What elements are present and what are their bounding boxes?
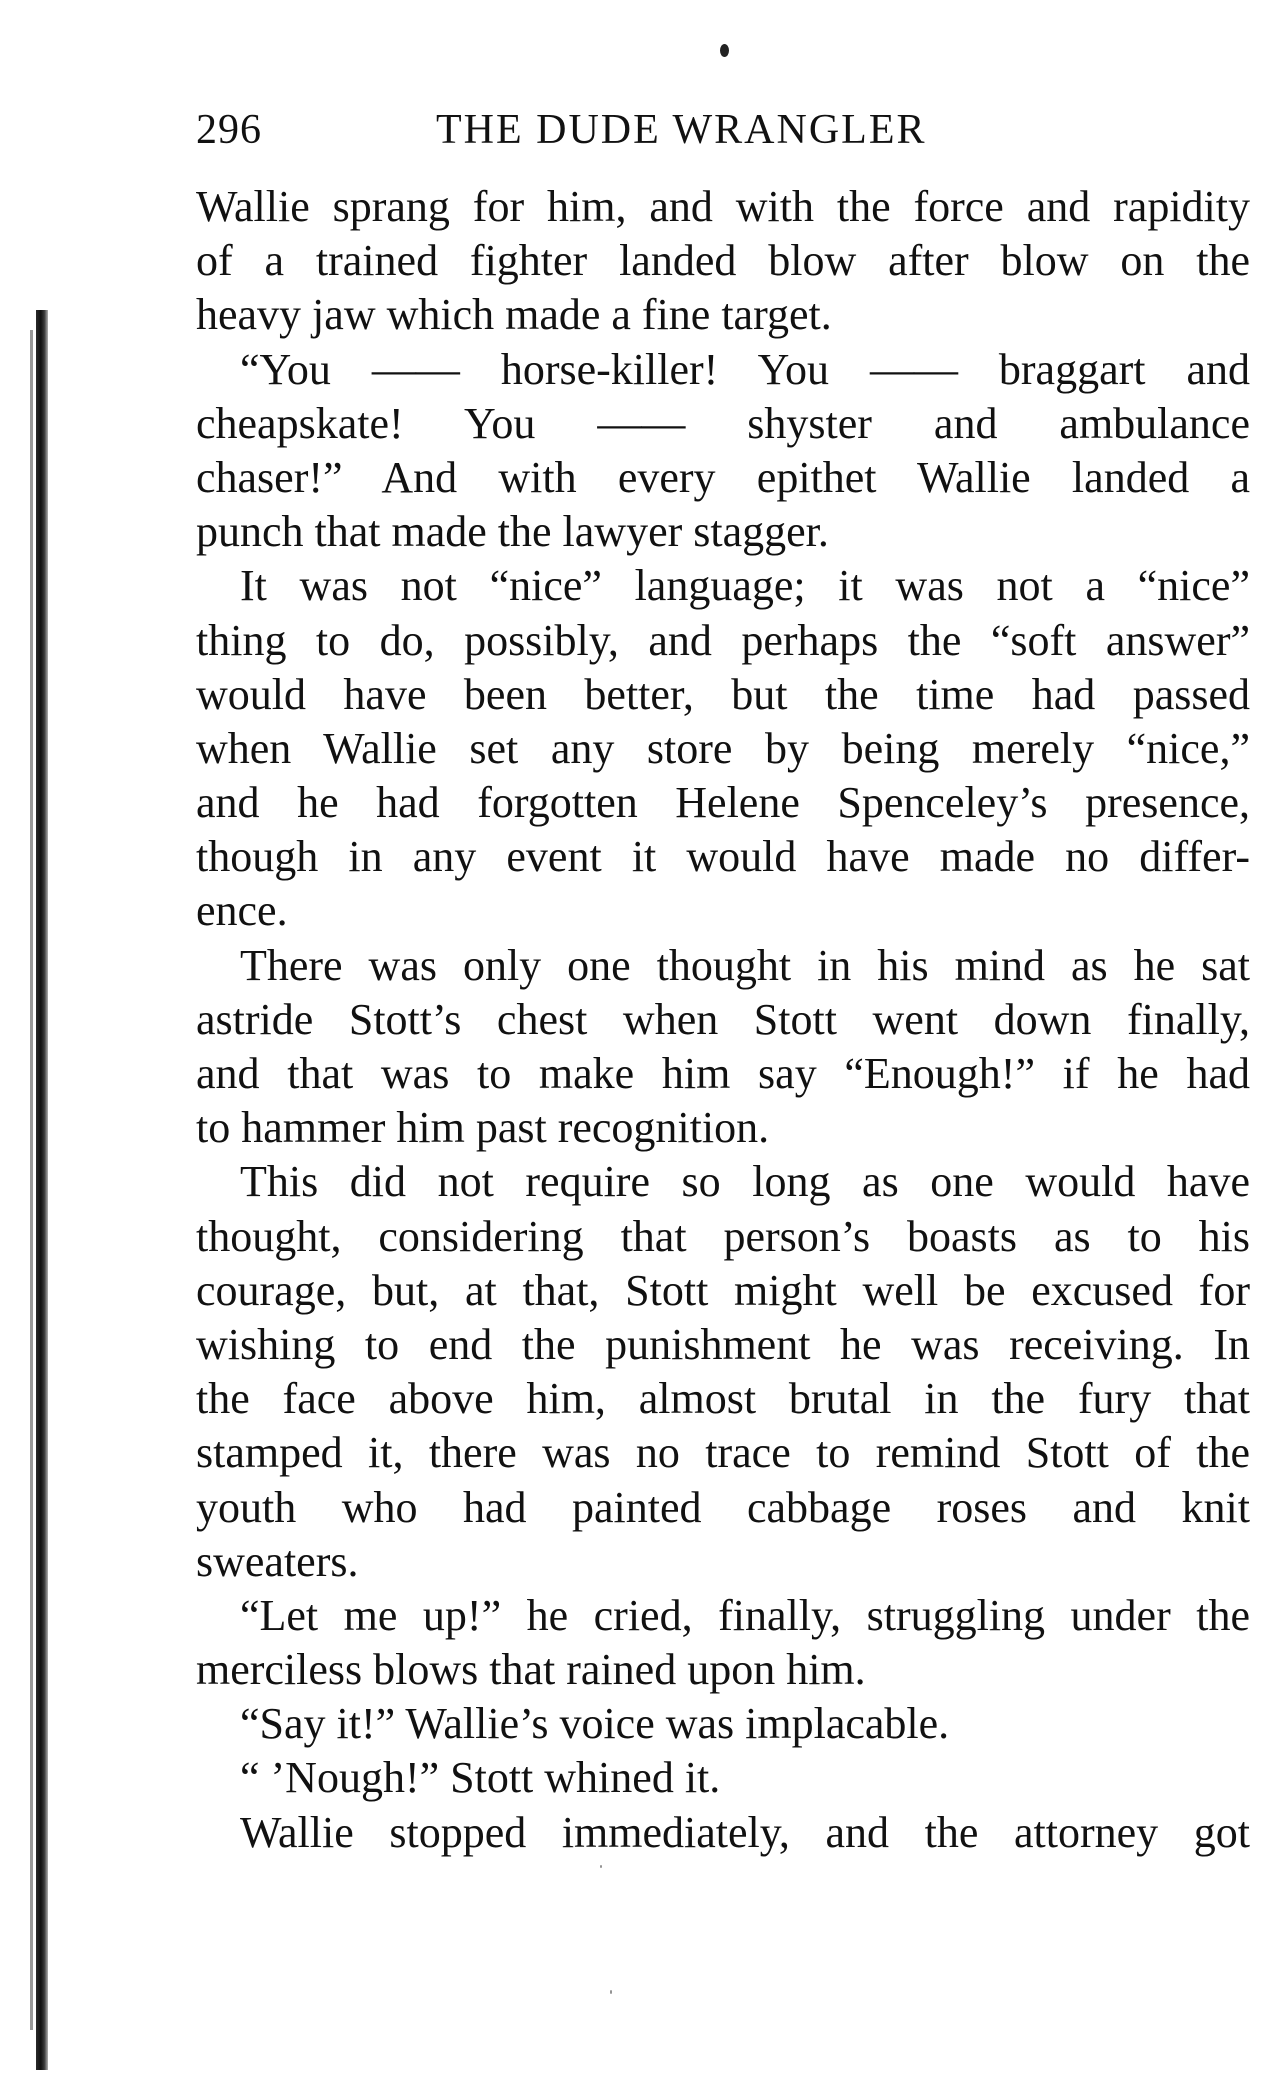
text-line: There was only one thought in his mind as he sat (240, 940, 1250, 990)
text-line: punch that made the lawyer stagger. (196, 507, 829, 557)
text-line: merciless blows that rained upon him. (196, 1645, 866, 1695)
text-line: astride Stott’s chest when Stott went down finally, (196, 994, 1250, 1044)
text-line: “ ’Nough!” Stott whined it. (240, 1753, 721, 1803)
ink-speck (720, 44, 729, 57)
text-line: heavy jaw which made a fine target. (196, 290, 832, 340)
text-line: wishing to end the punishment he was receiving. In (196, 1319, 1250, 1369)
text-line: the face above him, almost brutal in the fury that (196, 1374, 1250, 1424)
text-line: ence. (196, 886, 288, 936)
body-text (196, 180, 1250, 1860)
text-line: thing to do, possibly, and perhaps the “soft answer” (196, 615, 1250, 665)
text-line: Wallie stopped immediately, and the attorney got (240, 1807, 1250, 1857)
ink-speck (610, 1990, 612, 1994)
text-line: though in any event it would have made no differ- (196, 832, 1250, 882)
text-line: chaser!” And with every epithet Wallie landed a (196, 452, 1250, 502)
text-line: courage, but, at that, Stott might well be excused for (196, 1265, 1250, 1315)
text-line: This did not require so long as one would have (240, 1157, 1250, 1207)
text-line: youth who had painted cabbage roses and knit (196, 1482, 1250, 1532)
text-line: It was not “nice” language; it was not a “nice” (240, 561, 1250, 611)
running-head-title: THE DUDE WRANGLER (436, 107, 927, 153)
text-line: and he had forgotten Helene Spenceley’s presence, (196, 778, 1250, 828)
binding-shadow (36, 310, 48, 2070)
text-line: and that was to make him say “Enough!” if he had (196, 1049, 1250, 1098)
text-line: “Say it!” Wallie’s voice was implacable. (240, 1699, 950, 1749)
text-line: when Wallie set any store by being merely “nice,” (196, 723, 1250, 773)
text-line: cheapskate! You —— shyster and ambulance (196, 398, 1250, 448)
text-line: Wallie sprang for him, and with the force and rapidity (196, 182, 1250, 231)
text-line: of a trained fighter landed blow after blow on the (196, 236, 1250, 286)
binding-shadow-thin (30, 330, 33, 2030)
text-line: stamped it, there was no trace to remind Stott of the (196, 1428, 1250, 1478)
text-line: “You —— horse-killer! You —— braggart and (240, 344, 1250, 394)
text-line: thought, considering that person’s boasts as to his (196, 1211, 1250, 1261)
text-line: would have been better, but the time had passed (196, 669, 1250, 719)
text-line: “Let me up!” he cried, finally, struggling under the (240, 1590, 1250, 1640)
page-number: 296 (196, 107, 262, 153)
running-header (196, 100, 1246, 160)
ink-speck (600, 1865, 602, 1868)
text-line: sweaters. (196, 1536, 359, 1586)
text-line: to hammer him past recognition. (196, 1103, 770, 1153)
